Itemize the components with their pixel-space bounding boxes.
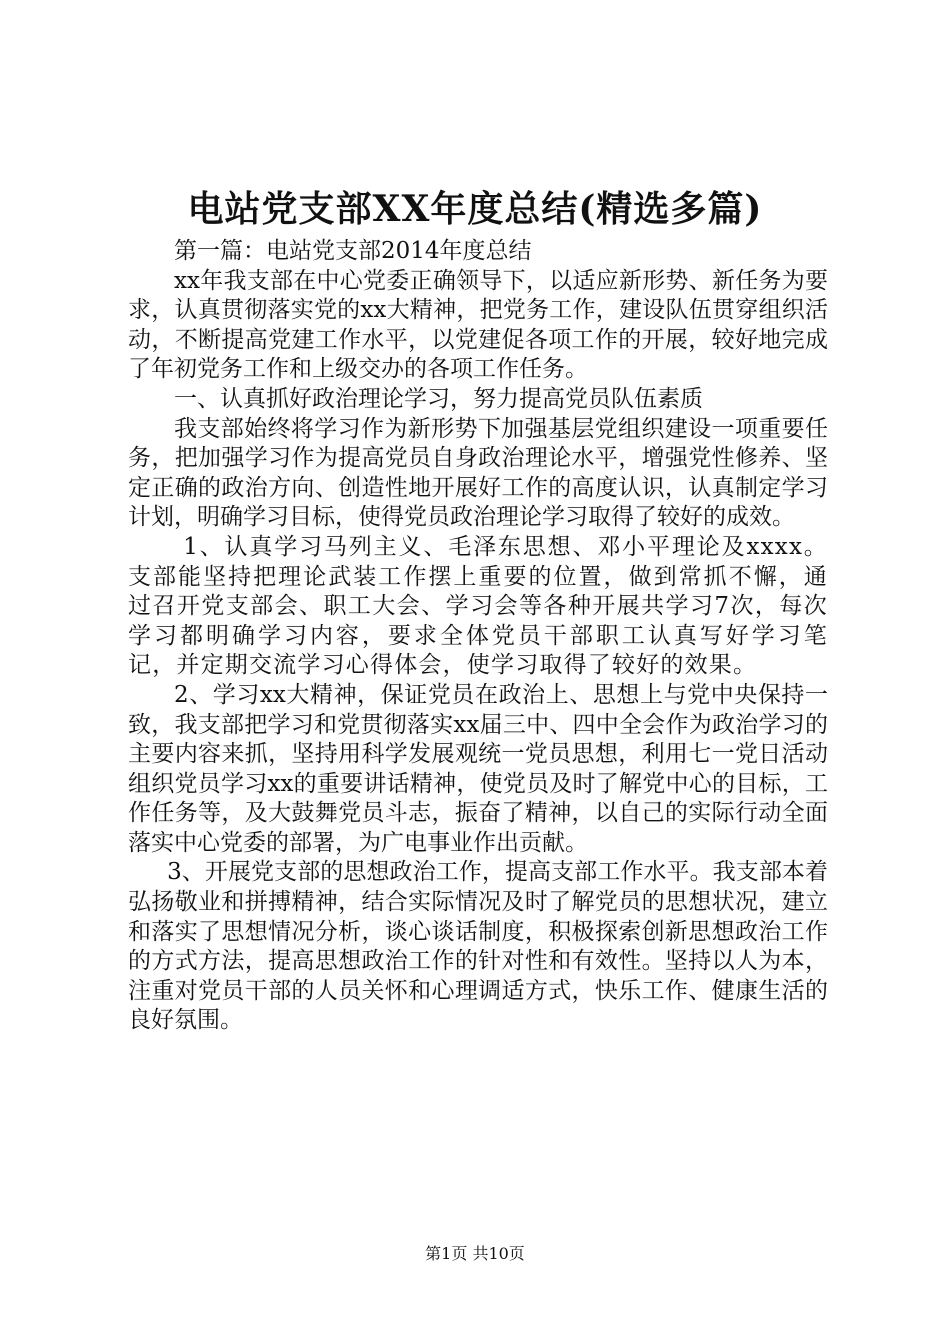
paragraph-point-3: 3、开展党支部的思想政治工作，提高支部工作水平。我支部本着弘扬敬业和拼搏精神，结合实际情况及时了解党员的思想状况，建立和落实了思想情况分析，谈心谈话制度，积极探索创新思想政治工作的方式方法，提高思想政治工作的针对性和有效性。坚持以人为本，注重对党员干部的人员关怀和心理调适方式，快乐工作、健康生活的良好氛围。 <box>128 859 828 1034</box>
paragraph-point-2: 2、学习xx大精神，保证党员在政治上、思想上与党中央保持一致，我支部把学习和党贯彻落实xx届三中、四中全会作为政治学习的主要内容来抓，坚持用科学发展观统一党员思想，利用七一党日活动组织党员学习xx的重要讲话精神，使党员及时了解党中心的目标，工作任务等，及大鼓舞党员斗志，振奋了精神，以自己的实际行动全面落实中心党委的部署，为广电事业作出贡献。 <box>128 681 828 856</box>
document-body <box>128 237 828 1036</box>
section-heading-item-one: 一、认真抓好政治理论学习，努力提高党员队伍素质 <box>174 385 703 412</box>
paragraph-intro: xx年我支部在中心党委正确领导下，以适应新形势、新任务为要求，认真贯彻落实党的xx大精神，把党务工作，建设队伍贯穿组织活动，不断提高党建工作水平，以党建促各项工作的开展，较好地完成了年初党务工作和上级交办的各项工作任务。 <box>128 267 828 383</box>
page-number-footer: 第1页 共10页 <box>425 1244 525 1263</box>
paragraph-point-1: 1、认真学习马列主义、毛泽东思想、邓小平理论及xxxx。支部能坚持把理论武装工作摆上重要的位置，做到常抓不懈，通过召开党支部会、职工大会、学习会等各种开展共学习7次，每次学习都明确学习内容，要求全体党员干部职工认真写好学习笔记，并定期交流学习心得体会，使学习取得了较好的效果。 <box>128 533 828 679</box>
section-heading-part-one: 第一篇：电站党支部2014年度总结 <box>174 238 532 264</box>
document-title: 电站党支部XX年度总结(精选多篇) <box>187 188 763 230</box>
paragraph-study-task: 我支部始终将学习作为新形势下加强基层党组织建设一项重要任务，把加强学习作为提高党员自身政治理论水平，增强党性修养、坚定正确的政治方向、创造性地开展好工作的高度认识，认真制定学习计划，明确学习目标，使得党员政治理论学习取得了较好的成效。 <box>128 415 828 531</box>
